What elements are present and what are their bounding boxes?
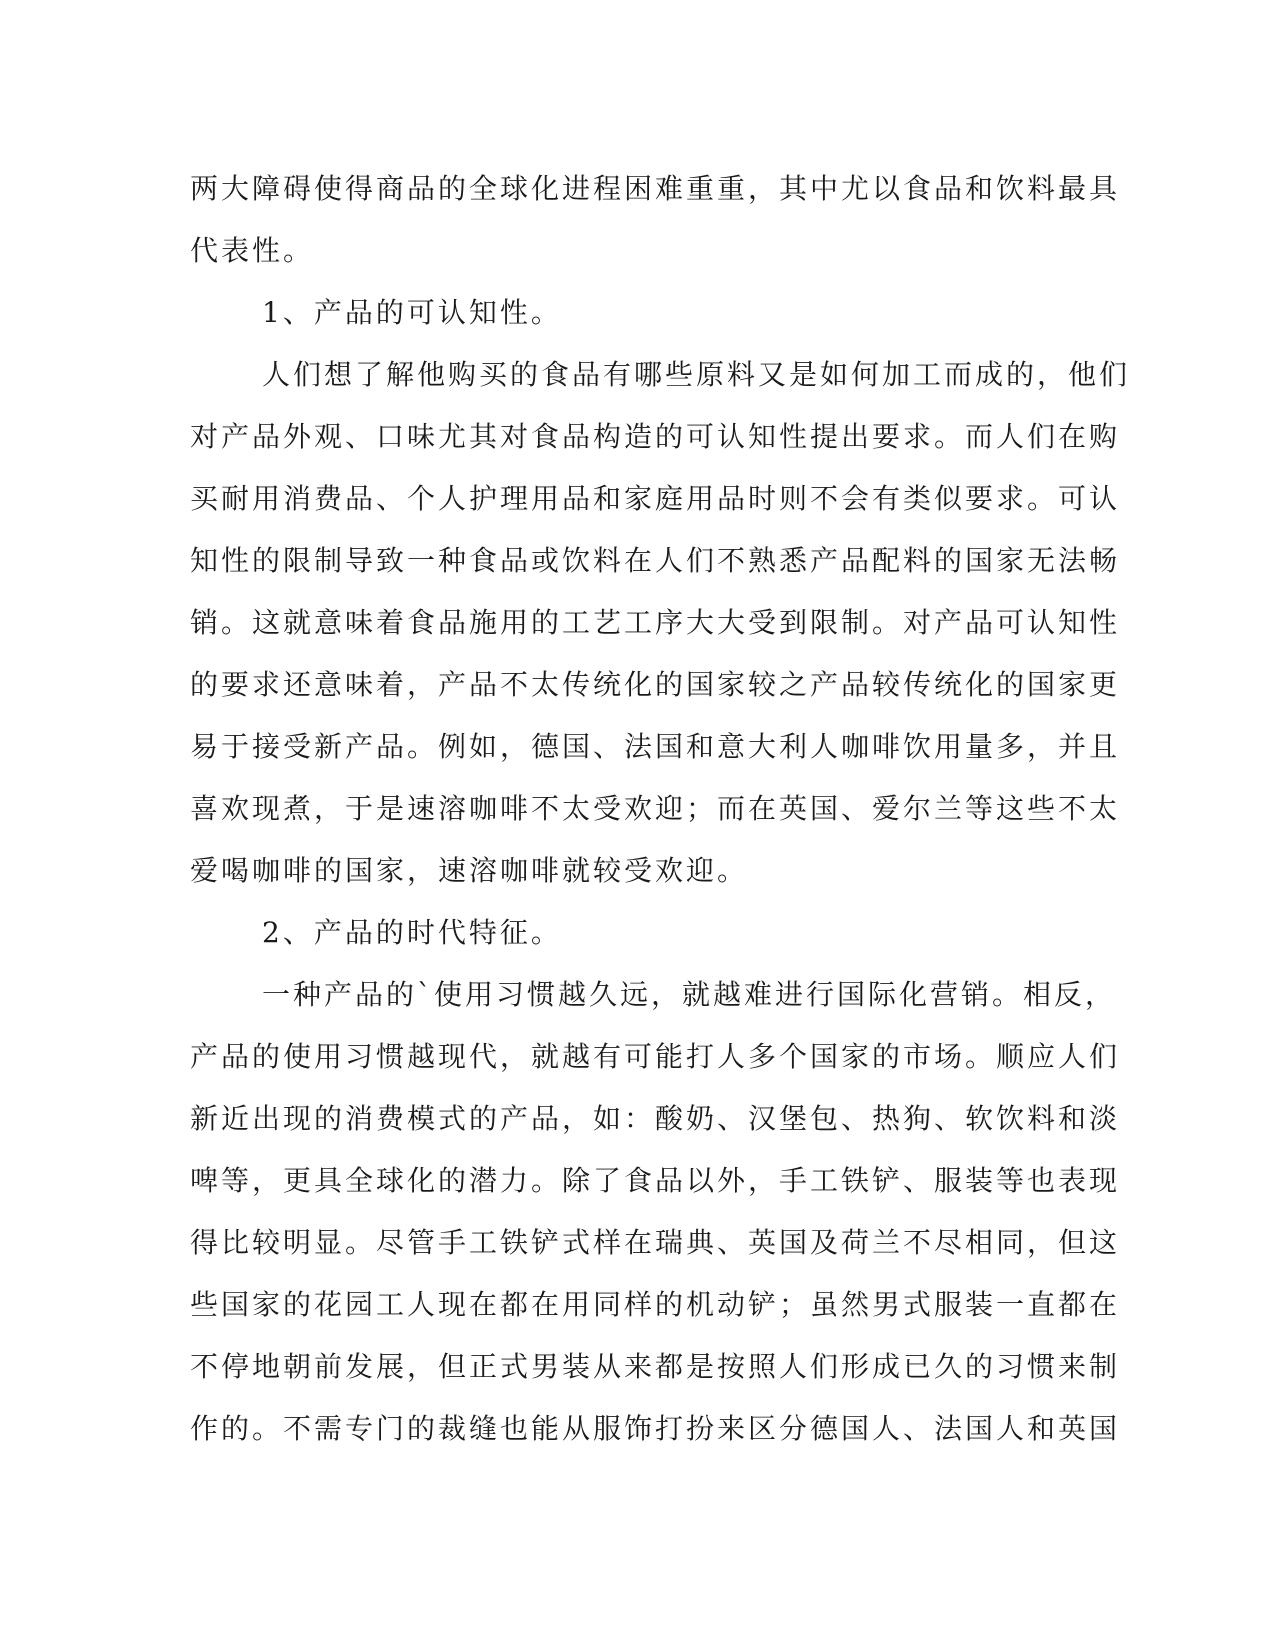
text-line: 易于接受新产品。例如，德国、法国和意大利人咖啡饮用量多，并且	[190, 730, 1121, 763]
text-line: 得比较明显。尽管手工铁铲式样在瑞典、英国及荷兰不尽相同，但这	[190, 1226, 1121, 1259]
text-line: 知性的限制导致一种食品或饮料在人们不熟悉产品配料的国家无法畅	[190, 544, 1121, 577]
text-line: 啤等，更具全球化的潜力。除了食品以外，手工铁铲、服装等也表现	[190, 1164, 1121, 1197]
text-line: 新近出现的消费模式的产品，如：酸奶、汉堡包、热狗、软饮料和淡	[190, 1102, 1121, 1135]
text-line: 作的。不需专门的裁缝也能从服饰打扮来区分德国人、法国人和英国	[190, 1412, 1121, 1445]
body-text	[190, 158, 1131, 1460]
text-line: 代表性。	[190, 234, 315, 267]
text-line: 些国家的花园工人现在都在用同样的机动铲；虽然男式服装一直都在	[190, 1288, 1121, 1321]
text-line: 对产品外观、口味尤其对食品构造的可认知性提出要求。而人们在购	[190, 420, 1121, 453]
text-line: 两大障碍使得商品的全球化进程困难重重，其中尤以食品和饮料最具	[190, 172, 1121, 205]
text-line: 爱喝咖啡的国家，速溶咖啡就较受欢迎。	[190, 854, 749, 887]
text-line: 一种产品的`使用习惯越久远，就越难进行国际化营销。相反，	[262, 978, 1117, 1011]
text-line: 销。这就意味着食品施用的工艺工序大大受到限制。对产品可认知性	[190, 606, 1121, 639]
text-line: 喜欢现煮，于是速溶咖啡不太受欢迎；而在英国、爱尔兰等这些不太	[190, 792, 1121, 825]
text-line: 产品的使用习惯越现代，就越有可能打人多个国家的市场。顺应人们	[190, 1040, 1121, 1073]
text-line: 买耐用消费品、个人护理用品和家庭用品时则不会有类似要求。可认	[190, 482, 1121, 515]
text-line: 2、产品的时代特征。	[262, 916, 562, 949]
text-line: 的要求还意味着，产品不太传统化的国家较之产品较传统化的国家更	[190, 668, 1121, 701]
text-line: 人们想了解他购买的食品有哪些原料又是如何加工而成的，他们	[262, 358, 1131, 391]
text-line: 1、产品的可认知性。	[262, 296, 562, 329]
text-line: 不停地朝前发展，但正式男装从来都是按照人们形成已久的习惯来制	[190, 1350, 1121, 1383]
